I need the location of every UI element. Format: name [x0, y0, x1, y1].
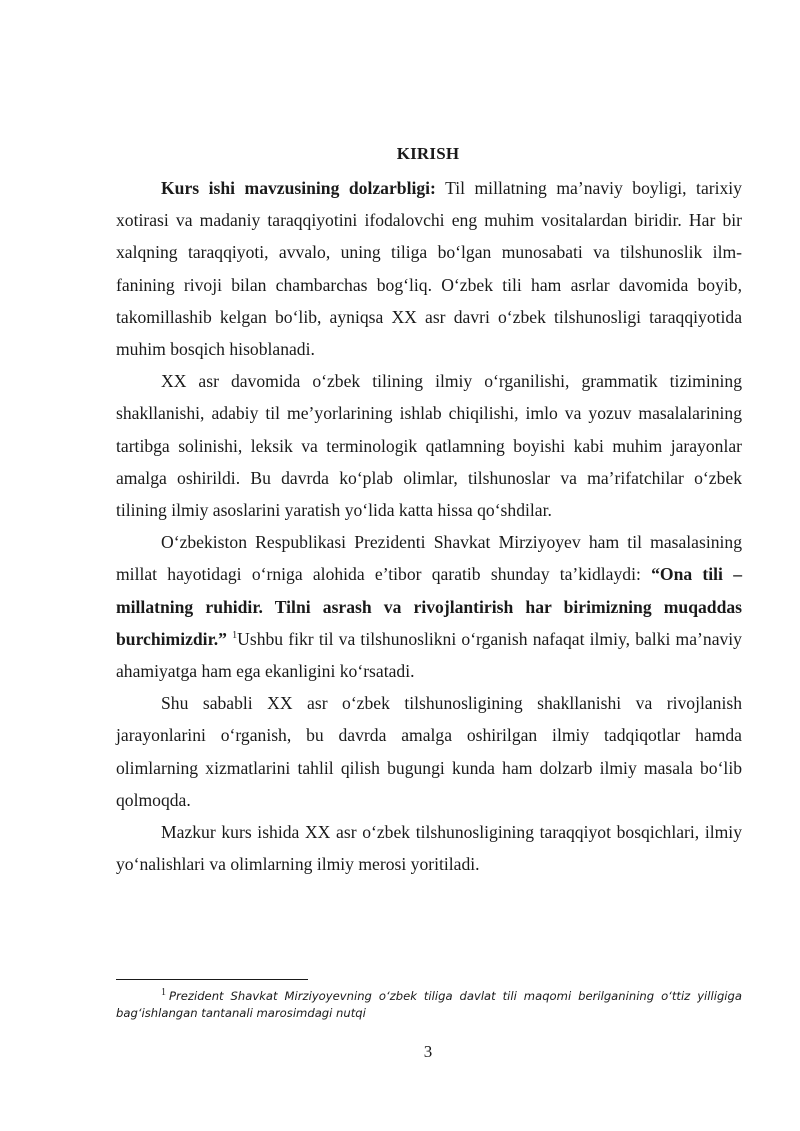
footnote [116, 988, 742, 1022]
paragraph-text: Ushbu fikr til va tilshunoslikni o‘rganish nafaqat ilmiy, balki ma’naviy ahamiyatga ham ega ekanligini ko‘rsatadi. [116, 628, 742, 682]
paragraph-text: Shu sababli XX asr o‘zbek tilshunosligining shakllanishi va rivojlanish jarayonlarini o‘rganish, bu davrda amalga oshirilgan ilmiy tadqiqotlar hamda olimlarning xizmatlarini tahlil qilish bugungi kunda ham dolzarb ilmiy masala bo‘lib qolmoqda. [116, 693, 742, 810]
footnote-reference[interactable]: 1 [232, 629, 238, 641]
paragraph-reason [116, 687, 742, 816]
footnote-text: Prezident Shavkat Mirziyoyevning o‘zbek tiliga davlat tili maqomi berilganining o‘ttiz yilligiga bag‘ishlangan tantanali marosimdagi nutqi [116, 989, 742, 1020]
paragraph-twentieth-century [116, 365, 742, 526]
body-text [116, 172, 742, 880]
president-quote: “Ona tili – millatning ruhidir. Tilni asrash va rivojlantirish har birimizning muqaddas burchimizdir.” [116, 564, 742, 649]
paragraph-president-quote [116, 526, 742, 687]
footnote-separator [116, 979, 308, 980]
paragraph-text: Til millatning ma’naviy boyligi, tarixiy xotirasi va madaniy taraqqiyotini ifodalovchi eng muhim vositalardan biridir. Har bir xalqning taraqqiyoti, avvalo, uning tiliga bo‘lgan munosabati va tilshunoslik ilm-fanining rivoji bilan chambarchas bog‘liq. O‘zbek tili ham asrlar davomida boyib, takomillashib kelgan bo‘lib, ayniqsa XX asr davri o‘zbek tilshunosligi taraqqiyotida muhim bosqich hisoblanadi. [116, 178, 742, 360]
page-number: 3 [423, 1042, 433, 1061]
paragraph-text: Mazkur kurs ishida XX asr o‘zbek tilshunosligining taraqqiyot bosqichlari, ilmiy yo‘nalishlari va olimlarning ilmiy merosi yoritiladi. [116, 822, 742, 875]
paragraph-relevance [116, 172, 742, 365]
page-title: KIRISH [396, 144, 460, 163]
paragraph-lead-heading: Kurs ishi mavzusining dolzarbligi: [161, 178, 436, 198]
paragraph-text: O‘zbekiston Respublikasi Prezidenti Shavkat Mirziyoyev ham til masalasining millat hayotidagi o‘rniga alohida e’tibor qaratib shunday ta’kidlaydi: [116, 532, 742, 585]
paragraph-scope [116, 816, 742, 880]
footnote-number: 1 [161, 987, 166, 999]
paragraph-text: XX asr davomida o‘zbek tilining ilmiy o‘rganilishi, grammatik tizimining shakllanishi, adabiy til me’yorlarining ishlab chiqilishi, imlo va yozuv masalalarining tartibga solinishi, leksik va terminologik qatlamning boyishi kabi muhim jarayonlar amalga oshirildi. Bu davrda ko‘plab olimlar, tilshunoslar va ma’rifatchilar o‘zbek tilining ilmiy asoslarini yaratish yo‘lida katta hissa qo‘shdilar. [116, 371, 742, 521]
